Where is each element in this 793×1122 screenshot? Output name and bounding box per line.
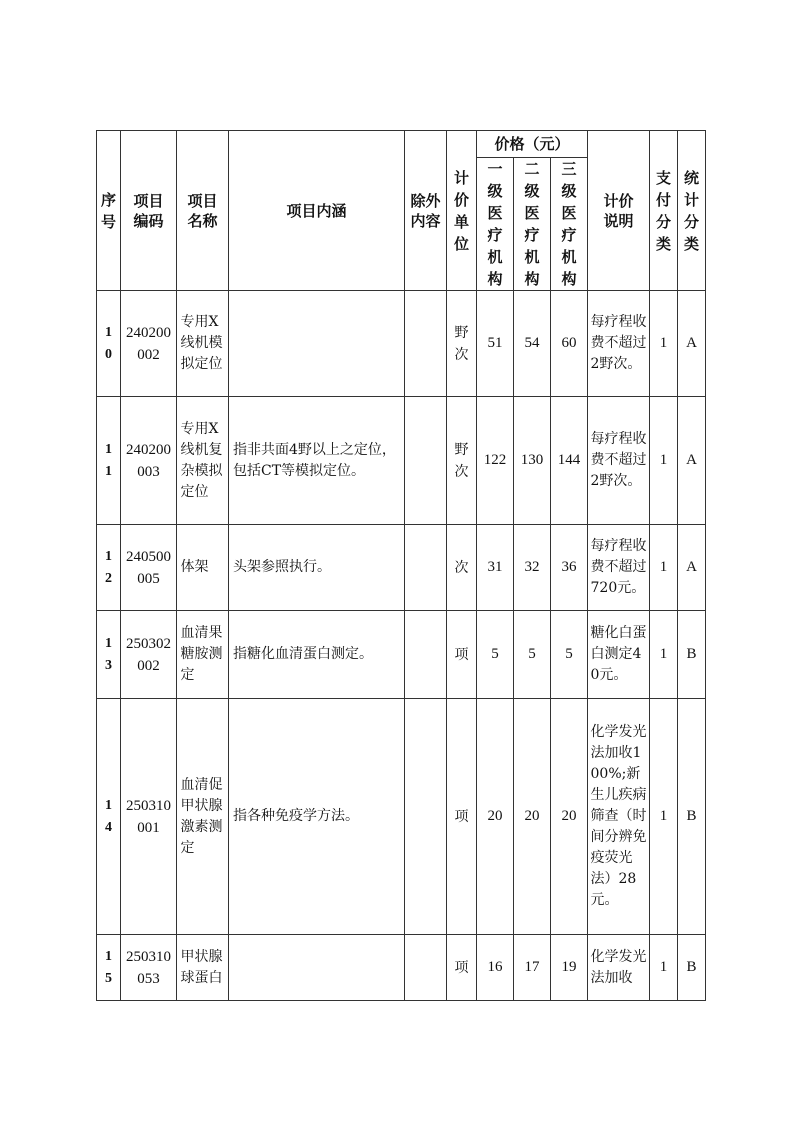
row-content <box>229 291 405 397</box>
row-price-level3: 20 <box>551 699 588 935</box>
row-pay: 1 <box>650 525 678 611</box>
header-exclude: 除外内容 <box>405 131 447 291</box>
row-exclude <box>405 699 447 935</box>
row-stat: A <box>678 291 706 397</box>
row-price-level2: 32 <box>514 525 551 611</box>
row-pay: 1 <box>650 291 678 397</box>
row-code: 250310053 <box>121 935 177 1001</box>
table-row <box>97 525 706 611</box>
row-stat: A <box>678 397 706 525</box>
header-content: 项目内涵 <box>229 131 405 291</box>
row-price-level1: 31 <box>477 525 514 611</box>
row-name: 血清促甲状腺激素测定 <box>177 699 229 935</box>
row-price-level2: 5 <box>514 611 551 699</box>
row-price-level1: 20 <box>477 699 514 935</box>
row-exclude <box>405 525 447 611</box>
row-seq: 10 <box>97 291 121 397</box>
row-content: 指各种免疫学方法。 <box>229 699 405 935</box>
header-seq: 序号 <box>97 131 121 291</box>
row-stat: B <box>678 935 706 1001</box>
row-price-level3: 36 <box>551 525 588 611</box>
row-price-level1: 51 <box>477 291 514 397</box>
row-note: 每疗程收费不超过720元。 <box>588 525 650 611</box>
table-row <box>97 611 706 699</box>
row-seq: 15 <box>97 935 121 1001</box>
row-unit: 野次 <box>447 397 477 525</box>
row-pay: 1 <box>650 397 678 525</box>
row-unit: 次 <box>447 525 477 611</box>
header-price: 价格（元） <box>477 131 588 158</box>
header-level3: 三级医疗机构 <box>551 158 588 291</box>
row-name: 专用X线机模拟定位 <box>177 291 229 397</box>
row-price-level3: 19 <box>551 935 588 1001</box>
row-price-level1: 16 <box>477 935 514 1001</box>
row-code: 240200003 <box>121 397 177 525</box>
row-price-level3: 5 <box>551 611 588 699</box>
row-note: 每疗程收费不超过2野次。 <box>588 291 650 397</box>
header-stat: 统计分类 <box>678 131 706 291</box>
row-price-level3: 60 <box>551 291 588 397</box>
row-stat: B <box>678 699 706 935</box>
row-code: 250302002 <box>121 611 177 699</box>
row-code: 240500005 <box>121 525 177 611</box>
row-stat: B <box>678 611 706 699</box>
row-unit: 项 <box>447 935 477 1001</box>
table-row <box>97 935 706 1001</box>
row-exclude <box>405 291 447 397</box>
row-exclude <box>405 397 447 525</box>
row-price-level2: 17 <box>514 935 551 1001</box>
row-unit: 项 <box>447 611 477 699</box>
row-price-level2: 20 <box>514 699 551 935</box>
row-name: 血清果糖胺测定 <box>177 611 229 699</box>
row-unit: 项 <box>447 699 477 935</box>
row-note: 化学发光法加收 <box>588 935 650 1001</box>
header-level2: 二级医疗机构 <box>514 158 551 291</box>
price-table <box>96 130 706 1001</box>
row-content <box>229 935 405 1001</box>
row-note: 每疗程收费不超过2野次。 <box>588 397 650 525</box>
table-row <box>97 397 706 525</box>
row-seq: 11 <box>97 397 121 525</box>
row-price-level1: 122 <box>477 397 514 525</box>
row-pay: 1 <box>650 699 678 935</box>
row-price-level3: 144 <box>551 397 588 525</box>
row-code: 240200002 <box>121 291 177 397</box>
header-note: 计价说明 <box>588 131 650 291</box>
row-unit: 野次 <box>447 291 477 397</box>
header-level1: 一级医疗机构 <box>477 158 514 291</box>
row-price-level2: 130 <box>514 397 551 525</box>
row-pay: 1 <box>650 935 678 1001</box>
row-name: 体架 <box>177 525 229 611</box>
row-code: 250310001 <box>121 699 177 935</box>
header-code: 项目编码 <box>121 131 177 291</box>
row-exclude <box>405 935 447 1001</box>
row-exclude <box>405 611 447 699</box>
row-note: 化学发光法加收100%;新生儿疾病筛查（时间分辨免疫荧光法）28元。 <box>588 699 650 935</box>
row-note: 糖化白蛋白测定40元。 <box>588 611 650 699</box>
row-pay: 1 <box>650 611 678 699</box>
row-name: 专用X线机复杂模拟定位 <box>177 397 229 525</box>
row-stat: A <box>678 525 706 611</box>
row-content: 指糖化血清蛋白测定。 <box>229 611 405 699</box>
row-seq: 12 <box>97 525 121 611</box>
row-price-level1: 5 <box>477 611 514 699</box>
row-content: 指非共面4野以上之定位，包括CT等模拟定位。 <box>229 397 405 525</box>
row-price-level2: 54 <box>514 291 551 397</box>
header-unit: 计价单位 <box>447 131 477 291</box>
row-content: 头架参照执行。 <box>229 525 405 611</box>
header-name: 项目名称 <box>177 131 229 291</box>
header-row-top <box>97 131 706 158</box>
row-name: 甲状腺球蛋白 <box>177 935 229 1001</box>
table-row <box>97 291 706 397</box>
row-seq: 13 <box>97 611 121 699</box>
table-row <box>97 699 706 935</box>
row-seq: 14 <box>97 699 121 935</box>
header-pay: 支付分类 <box>650 131 678 291</box>
